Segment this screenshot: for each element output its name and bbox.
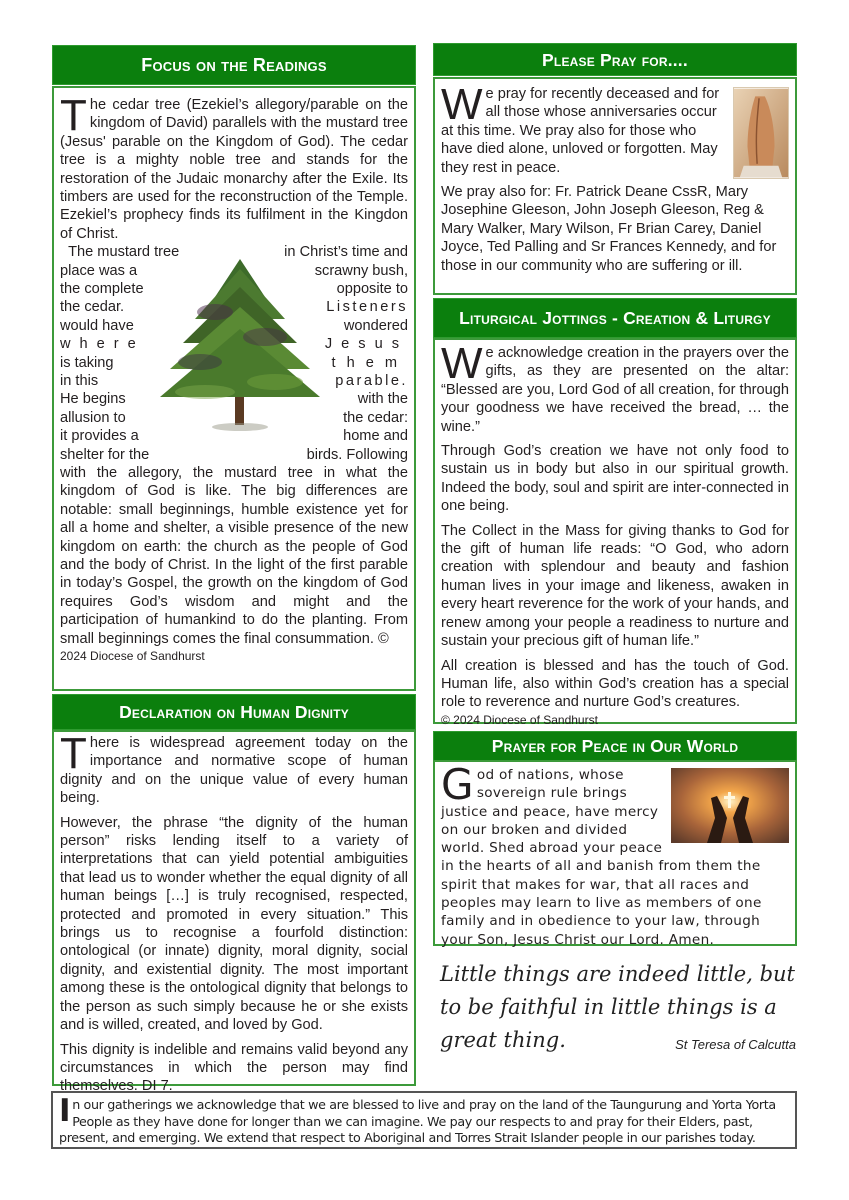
- wrap-left: He begins: [60, 391, 126, 408]
- wrap-left: it provides a: [60, 428, 139, 445]
- drop-cap: I: [59, 1093, 71, 1129]
- wrap-left: shelter for the: [60, 446, 150, 463]
- quote-author: St Teresa of Calcutta: [675, 1037, 796, 1052]
- drop-cap: T: [60, 729, 87, 778]
- dignity-body: [60, 729, 408, 1096]
- liturgical-body: [441, 339, 790, 712]
- acknowledgement-text: n our gatherings we acknowledge that we are blessed to live and pray on the land of the Taungurung and Yorta Yorta People as they have done for longer than we can imagine. We pay our respects to and pray for their Elders, past, present, and emerging. We extend that respect to Aboriginal and Torres Strait Islander people in our parishes today.: [59, 1097, 776, 1145]
- liturgical-p3: The Collect in the Mass for giving thanks to God for the gift of human life reads: “O God, who adorn creation with splendour and beauty and fashion human lives in your image and likeness, awaken in every heart reverence for the work of your hands, and renew among your people a readiness to nurture and sustain your precious gift of human life.”: [441, 522, 789, 650]
- section-header-liturgical-jottings: Liturgical Jottings - Creation & Liturgy: [433, 298, 797, 338]
- liturgical-p1-text: e acknowledge creation in the prayers over the gifts, as they are presented on the altar: “Blessed are you, Lord God of all creation, for through your goodness we have received the bread, … the wine.”: [441, 345, 790, 435]
- liturgical-p4: All creation is blessed and has the touch of God. Human life, also within God’s creation has a special role to reverence and nurture God’s creatures.: [441, 657, 789, 711]
- wrap-left: The mustard tree: [60, 244, 180, 261]
- section-human-dignity: [52, 729, 416, 1095]
- pray-p2: We pray also for: Fr. Patrick Deane CssR, Mary Josephine Gleeson, John Joseph Gleeson, Reg & Mary Walker, Mary Wilson, Fr Brian Carey, Daniel Joyce, Ted Palling and Sr Frances Kennedy, and for those in our community who are suffering or ill.: [441, 184, 777, 274]
- wrap-left: is taking: [60, 354, 114, 371]
- wrap-right: with the: [357, 391, 408, 408]
- peace-text: od of nations, whose sovereign rule brings justice and peace, have mercy on our broken and divided world. Shed abroad your peace in the hearts of all and banish from them the spirit that makes for war, that all races and peoples may learn to live as members of one family and in obedience to your law, through your Son, Jesus Christ our Lord. Amen.: [441, 767, 762, 948]
- wrap-left: the complete: [60, 281, 144, 298]
- wrap-right: parable.: [335, 372, 408, 389]
- pray-p1-text: e pray for recently deceased and for all those whose anniversaries occur at this time. We pray also for those who have died alone, unloved or forgotten. May they rest in peace.: [441, 86, 720, 176]
- wrap-left: place was a: [60, 262, 138, 279]
- section-prayer-for-peace: [433, 760, 797, 946]
- section-header-please-pray: Please Pray for....: [433, 43, 797, 76]
- dignity-p2: However, the phrase “the dignity of the human person” risks lending itself to a variety of interpretations that can yield potential ambiguities that lead us to wonder whether the equal dignity of all human beings […] is truly recognised, respected, protected and promoted in every situation.” This brings us to recognise a fourfold distinction: ontological (or innate) dignity, moral dignity, social dignity, and existential dignity. The most important among these is the ontological dignity that belongs to the person as such simply because he or she exists and is willed, created, and loved by God.: [60, 814, 408, 1034]
- cedar-tree-image: [155, 257, 325, 432]
- section-focus-readings: [52, 86, 416, 691]
- wrap-right: wondered: [343, 317, 408, 334]
- liturgical-credit: © 2024 Diocese of Sandhurst: [441, 712, 598, 727]
- wrap-left: where: [60, 336, 145, 353]
- peace-body: [441, 760, 789, 949]
- praying-hands-image: [733, 87, 789, 179]
- focus-rest: with the allegory, the mustard tree in what the kingdom of God is like. The big differences are notable: small beginnings, humble existence yet for all a home and shelter, a visible presence of the new kingdom on earth: the church as the people of God and the body of Christ. In the light of the first parable in today’s Gospel, the growth on the kingdom of God requires God’s wisdom and might and the participation of humankind to do the planting. From small beginnings comes the final consummation. ©: [60, 464, 408, 647]
- section-header-focus-readings: Focus on the Readings: [52, 45, 416, 85]
- focus-tree-wrap: [60, 243, 408, 464]
- acknowledgement-of-country: [51, 1091, 797, 1149]
- wrap-right: home and: [343, 428, 408, 445]
- wrap-left: allusion to: [60, 409, 126, 426]
- focus-intro: [60, 91, 408, 243]
- liturgical-p2: Through God’s creation we have not only food to sustain us in body but also in our spiritual growth. Indeed the body, soul and spirit are inter-connected in one being.: [441, 443, 789, 515]
- liturgical-p1: [441, 339, 790, 436]
- drop-cap: W: [441, 80, 483, 129]
- wrap-right: Jesus: [324, 336, 408, 353]
- wrap-right: the cedar:: [343, 409, 408, 426]
- focus-intro-text: he cedar tree (Ezekiel’s allegory/parable on the kingdom of David) parallels with the mustard tree (Jesus' parable on the Kingdom of God). The cedar tree is a mighty noble tree and stands for the restoration of the Judaic monarchy after the Exile. Its timbers are used for the reconstruction of the Temple. Ezekiel’s prophecy finds its fulfilment in the Kingdon of Christ.: [60, 97, 408, 242]
- wrap-left: would have: [60, 317, 134, 334]
- quote-text: Little things are indeed little, but to be faithful in little things is a great thing.: [440, 962, 795, 1052]
- drop-cap: W: [441, 339, 483, 388]
- wrap-right: opposite to: [336, 281, 408, 298]
- section-liturgical-jottings: [433, 338, 797, 727]
- pray-body: [441, 80, 789, 275]
- wrap-right: birds. Following: [306, 446, 408, 463]
- wrap-right: in Christ’s time and: [284, 244, 408, 261]
- wrap-right: scrawny bush,: [314, 262, 408, 279]
- section-header-human-dignity: Declaration on Human Dignity: [52, 694, 416, 730]
- hands-cross-sunset-image: [671, 768, 789, 843]
- drop-cap: G: [441, 760, 474, 809]
- drop-cap: T: [60, 91, 87, 140]
- wrap-left: the cedar.: [60, 299, 125, 316]
- pray-p1: [441, 80, 789, 177]
- wrap-right: them: [331, 354, 408, 371]
- wrap-right: Listeners: [326, 299, 408, 316]
- section-header-prayer-for-peace: Prayer for Peace in Our World: [433, 731, 797, 761]
- wrap-left: in this: [60, 372, 99, 389]
- wrap-row: [60, 446, 408, 464]
- focus-credit: 2024 Diocese of Sandhurst: [60, 649, 205, 663]
- section-please-pray: [433, 77, 797, 295]
- dignity-p3: This dignity is indelible and remains valid beyond any circumstances in which the person may find themselves. DI 7.: [60, 1041, 408, 1095]
- dignity-p1-text: here is widespread agreement today on the importance and normative scope of human dignity and on the unique value of every human being.: [60, 735, 408, 807]
- dignity-p1: [60, 729, 408, 808]
